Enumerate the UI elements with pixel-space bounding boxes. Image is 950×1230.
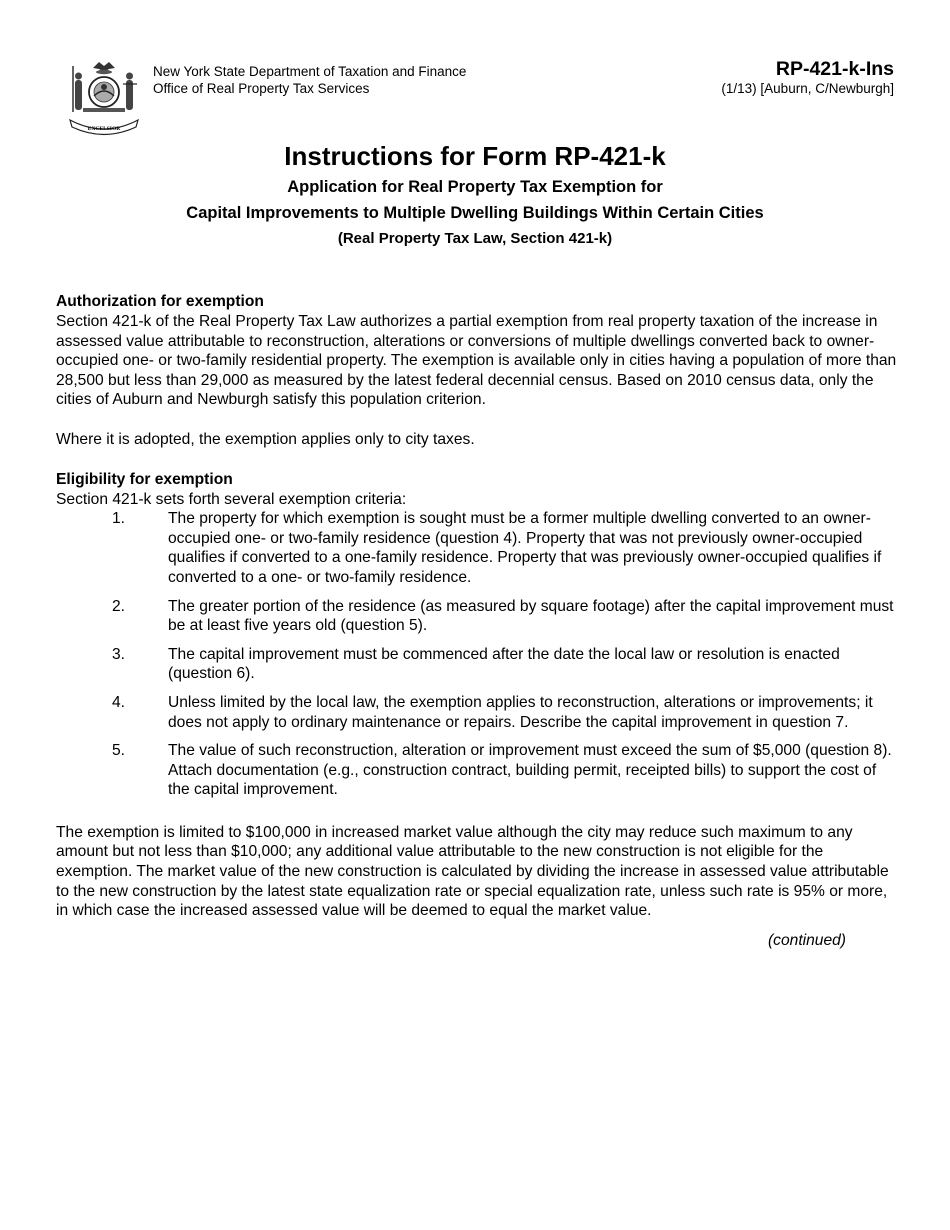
criterion-3 <box>56 645 898 684</box>
agency-block <box>153 63 466 97</box>
ny-state-seal-icon <box>63 58 145 136</box>
criterion-text: Unless limited by the local law, the exemption applies to reconstruction, alterations or improvements; it does not apply to ordinary maintenance or repairs. Describe the capital improvement in question 7. <box>168 693 873 731</box>
subtitle-line-1: Application for Real Property Tax Exemption for <box>287 178 663 196</box>
form-identifier <box>721 58 894 97</box>
seal-motto: EXCELSIOR <box>87 126 121 132</box>
subtitle-line-2: Capital Improvements to Multiple Dwelling Buildings Within Certain Cities <box>186 204 764 222</box>
criterion-number: 1. <box>112 510 126 528</box>
criteria-list <box>56 509 898 800</box>
authorization-heading: Authorization for exemption <box>56 293 264 310</box>
criterion-text: The greater portion of the residence (as measured by square footage) after the capital improvement must be at least five years old (question 5). <box>168 597 894 635</box>
title-block <box>0 138 950 252</box>
criterion-number: 4. <box>112 693 126 711</box>
form-number: RP-421-k-Ins <box>775 58 894 80</box>
criterion-2 <box>56 597 898 636</box>
eligibility-heading: Eligibility for exemption <box>56 470 233 488</box>
agency-office: Office of Real Property Tax Services <box>153 81 370 96</box>
criterion-5 <box>56 741 898 800</box>
law-reference: (Real Property Tax Law, Section 421-k) <box>337 230 613 247</box>
continued-note: (continued) <box>767 931 846 949</box>
criterion-text: The capital improvement must be commenced after the date the local law or resolution is enacted (question 6). <box>168 645 840 683</box>
criterion-text: The property for which exemption is sought must be a former multiple dwelling converted to an owner-occupied one- or two-family residence (question 4). Property that was not previously owner-occupied qualifies if converted to a one-family residence. Property that was previously owner-occupied qualifies if converted to a one- or two-family residence. <box>168 510 882 586</box>
criterion-number: 5. <box>112 742 126 760</box>
agency-department: New York State Department of Taxation and Finance <box>153 64 467 79</box>
criterion-1 <box>56 509 898 587</box>
page-title: Instructions for Form RP-421-k <box>284 141 666 171</box>
form-version: (1/13) [Auburn, C/Newburgh] <box>721 81 894 96</box>
criterion-number: 3. <box>112 645 126 663</box>
eligibility-intro: Section 421-k sets forth several exemption criteria: <box>56 490 407 508</box>
criterion-4 <box>56 693 898 732</box>
criterion-text: The value of such reconstruction, alteration or improvement must exceed the sum of $5,000 (question 8). Attach documentation (e.g., construction contract, building permit, receipted bills) to support the cost of the capital improvement. <box>168 742 892 799</box>
authorization-paragraph: Section 421-k of the Real Property Tax Law authorizes a partial exemption from real property taxation of the increase in assessed value attributable to reconstruction, alterations or conversions of multiple dwellings converted back to owner-occupied one- or two-family residential property. The exemption is available only in cities having a population of more than 28,500 but less than 29,000 as measured by the latest federal decennial census. Based on 2010 census data, only the cities of Auburn and Newburgh satisfy this population criterion. <box>56 313 897 409</box>
exemption-limit-paragraph: The exemption is limited to $100,000 in increased market value although the city may reduce such maximum to any amount but not less than $10,000; any additional value attributable to the new construction is not eligible for the exemption. The market value of the new construction is calculated by dividing the increase in assessed value attributable to the new construction by the latest state equalization rate or special equalization rate, unless such rate is 95% or more, in which case the increased assessed value will be deemed to equal the market value. <box>56 823 889 920</box>
instructions-body <box>56 291 898 950</box>
criterion-number: 2. <box>112 597 126 615</box>
city-taxes-paragraph: Where it is adopted, the exemption applies only to city taxes. <box>56 430 475 448</box>
